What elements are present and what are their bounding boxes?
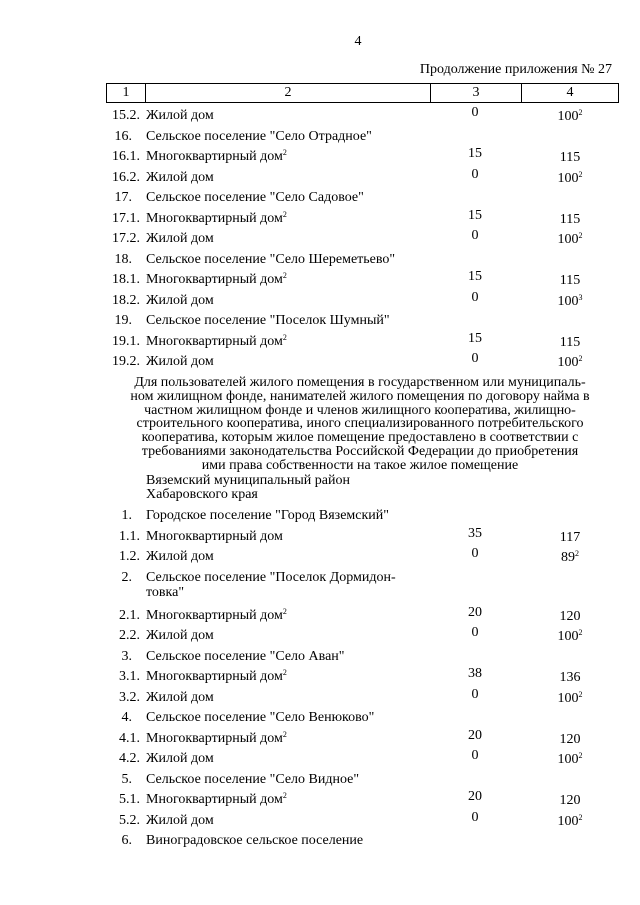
row-name: Жилой дом <box>146 689 214 705</box>
row-value-col3: 0 <box>471 228 479 243</box>
row-number: 3. <box>121 648 132 664</box>
row-name: Сельское поселение "Село Садовое" <box>146 190 364 205</box>
row-name: Многоквартирный дом <box>146 528 283 544</box>
row-value-col3: 0 <box>471 748 479 763</box>
row-value-col4: $100^3$ <box>557 292 583 309</box>
row-number: 17.2. <box>112 231 140 246</box>
row-number: 4.2. <box>119 751 140 766</box>
row-number: 1. <box>121 508 132 523</box>
row-value-col3: 38 <box>468 666 482 681</box>
section-row <box>0 770 640 791</box>
row-number: 5.2. <box>119 812 140 828</box>
row-name: Виноградовское сельское поселение <box>146 833 364 848</box>
row-name: Жилой дом <box>146 354 214 369</box>
row-number: 16.2. <box>112 169 140 185</box>
row-number: 1.2. <box>119 549 140 564</box>
row-name: Многоквартирный дом$^2$ <box>146 271 287 287</box>
row-name: Жилой дом <box>146 549 214 564</box>
row-name: Жилой дом <box>146 169 214 185</box>
section-row <box>0 568 640 606</box>
row-value-col3: 0 <box>471 625 479 640</box>
table-row <box>0 547 640 568</box>
row-value-col3: 0 <box>471 166 479 182</box>
row-name: Многоквартирный дом$^2$ <box>146 332 287 349</box>
table-row <box>0 688 640 709</box>
row-number: 15.2. <box>112 108 140 123</box>
note-paragraph <box>100 376 620 473</box>
row-value-col4: 120 <box>559 608 581 624</box>
continuation-label: Продолжение приложения № 27 <box>419 62 612 77</box>
footnote-mark: 2 <box>575 549 579 558</box>
table-row <box>0 729 640 750</box>
table-row <box>0 749 640 770</box>
table-row <box>0 147 640 168</box>
row-value-col3: 15 <box>468 146 482 161</box>
row-number: 18.2. <box>112 292 140 308</box>
section-row <box>0 831 640 852</box>
row-value-col4: 115 <box>559 334 581 350</box>
row-value-col3: 0 <box>471 809 479 825</box>
row-value-col3: 20 <box>468 789 482 804</box>
column-header-1: 1 <box>107 84 146 103</box>
table-row <box>0 332 640 353</box>
region-line: Хабаровского края <box>146 487 258 502</box>
table-row <box>0 352 640 373</box>
row-value-col4: $100^2$ <box>557 354 583 370</box>
footnote-mark: 2 <box>282 606 287 616</box>
row-name: Сельское поселение "Село Венюково" <box>146 710 375 725</box>
section-row <box>0 708 640 729</box>
paragraph-line: Для пользователей жилого помещения в государственном или муниципаль- <box>134 375 586 390</box>
section-row <box>0 647 640 668</box>
footnote-mark: 2 <box>578 812 583 822</box>
row-name: Жилой дом <box>146 108 214 123</box>
row-value-col4: $89^2$ <box>561 549 579 565</box>
row-value-col4: $100^2$ <box>557 169 583 186</box>
page-number: 4 <box>354 34 362 49</box>
table-row <box>0 168 640 189</box>
row-value-col4: 120 <box>559 731 581 747</box>
section-row <box>0 250 640 271</box>
table-row <box>0 606 640 627</box>
column-header-table <box>106 83 619 103</box>
footnote-mark: 2 <box>282 791 287 800</box>
row-value-col3: 20 <box>468 727 482 743</box>
table-row <box>0 811 640 832</box>
paragraph-line: требованиями законодательства Российской Федерации до приобретения <box>141 443 579 459</box>
table-row <box>0 790 640 811</box>
table-row <box>0 106 640 127</box>
row-name: Многоквартирный дом$^2$ <box>146 729 287 746</box>
paragraph-line: ном жилищном фонде, нанимателей жилого помещения по договору найма в <box>130 388 590 404</box>
column-header-2: 2 <box>146 84 431 103</box>
row-value-col3: 0 <box>471 546 479 561</box>
row-value-col4: 120 <box>559 793 581 808</box>
paragraph-line: строительного кооператива, иного специализированного потребительского <box>136 416 584 432</box>
table-row <box>0 291 640 312</box>
row-name: Многоквартирный дом$^2$ <box>146 148 287 164</box>
row-number: 17.1. <box>112 210 140 226</box>
footnote-mark: 2 <box>578 169 583 179</box>
row-name: Многоквартирный дом$^2$ <box>146 606 287 623</box>
footnote-mark: 2 <box>282 332 287 342</box>
row-value-col3: 0 <box>471 289 479 305</box>
row-name: Сельское поселение "Поселок Шумный" <box>146 313 390 328</box>
row-value-col3: 35 <box>468 525 482 541</box>
column-header-3: 3 <box>431 84 522 103</box>
row-number: 18.1. <box>112 272 140 287</box>
row-value-col3: 15 <box>468 207 482 223</box>
table-rows-top <box>0 106 640 373</box>
paragraph-line: ими права собственности на такое жилое помещение <box>201 457 519 473</box>
row-number: 18. <box>114 251 132 267</box>
row-number: 4. <box>121 710 132 725</box>
footnote-mark: 2 <box>578 108 583 117</box>
row-name: Сельское поселение "Село Аван" <box>146 648 345 664</box>
row-name: Сельское поселение "Село Шереметьево" <box>146 251 396 267</box>
section-row <box>0 188 640 209</box>
row-number: 4.1. <box>119 730 140 746</box>
paragraph-line: кооператива, которым жилое помещение предоставлено в соответствии с <box>141 430 579 446</box>
table-row <box>0 626 640 647</box>
row-name: Жилой дом <box>146 231 214 246</box>
row-number: 19.2. <box>112 354 140 369</box>
row-name: Жилой дом <box>146 628 214 643</box>
row-name: Сельское поселение "Поселок Дормидон- товка" <box>146 569 396 600</box>
table-row <box>0 667 640 688</box>
row-number: 2.2. <box>119 628 140 643</box>
row-name: Жилой дом <box>146 812 214 828</box>
row-number: 1.1. <box>119 528 140 544</box>
row-value-col3: 15 <box>468 330 482 346</box>
row-name: Многоквартирный дом$^2$ <box>146 791 287 807</box>
row-name: Сельское поселение "Село Видное" <box>146 771 360 787</box>
footnote-mark: 2 <box>282 668 287 677</box>
footnote-mark: 3 <box>578 292 583 302</box>
section-row <box>0 311 640 332</box>
row-value-col4: 115 <box>559 211 581 227</box>
row-number: 16. <box>114 128 132 144</box>
row-name: Многоквартирный дом$^2$ <box>146 668 287 684</box>
row-name: Городское поселение "Город Вяземский" <box>146 508 390 523</box>
row-value-col4: $100^2$ <box>557 231 583 247</box>
row-value-col4: 117 <box>559 529 581 545</box>
table-row <box>0 209 640 230</box>
row-number: 2.1. <box>119 607 140 623</box>
footnote-mark: 2 <box>578 231 583 240</box>
row-number: 19. <box>114 313 132 328</box>
row-number: 16.1. <box>112 149 140 164</box>
row-value-col3: 15 <box>468 269 482 284</box>
row-value-col4: $100^2$ <box>557 812 583 829</box>
row-number: 3.1. <box>119 669 140 684</box>
row-value-col4: $100^2$ <box>557 751 583 767</box>
row-value-col4: $100^2$ <box>557 628 583 644</box>
section-row <box>0 506 640 527</box>
footnote-mark: 2 <box>282 271 287 280</box>
table-row <box>0 229 640 250</box>
table-row <box>0 270 640 291</box>
row-value-col3: 0 <box>471 351 479 366</box>
row-number: 17. <box>114 190 132 205</box>
region-heading <box>146 474 350 502</box>
row-name: Жилой дом <box>146 751 214 766</box>
footnote-mark: 2 <box>282 729 287 739</box>
row-name: Сельское поселение "Село Отрадное" <box>146 128 372 144</box>
row-value-col4: $100^2$ <box>557 108 583 124</box>
row-number: 19.1. <box>112 333 140 349</box>
row-value-col3: 0 <box>471 686 479 702</box>
footnote-mark: 2 <box>578 354 583 363</box>
row-value-col3: 0 <box>471 105 479 120</box>
row-value-col4: 136 <box>559 670 581 685</box>
row-number: 5. <box>121 771 132 787</box>
column-header-4: 4 <box>522 84 619 103</box>
row-name: Жилой дом <box>146 292 214 308</box>
footnote-mark: 2 <box>282 209 287 219</box>
row-value-col4: $100^2$ <box>557 689 583 706</box>
paragraph-line: частном жилищном фонде и членов жилищного кооператива, жилищно- <box>144 402 576 418</box>
row-number: 3.2. <box>119 689 140 705</box>
footnote-mark: 2 <box>578 628 583 637</box>
region-line: Вяземский муниципальный район <box>146 473 350 488</box>
row-value-col4: 115 <box>559 273 581 288</box>
row-value-col4: 115 <box>559 150 581 165</box>
row-name: Многоквартирный дом$^2$ <box>146 209 287 226</box>
row-value-col3: 20 <box>468 604 482 620</box>
footnote-mark: 2 <box>578 751 583 760</box>
row-number: 2. <box>121 569 132 585</box>
row-number: 6. <box>121 833 132 848</box>
section-row <box>0 127 640 148</box>
table-row <box>0 527 640 548</box>
table-rows-bottom <box>0 506 640 852</box>
footnote-mark: 2 <box>578 689 583 699</box>
row-number: 5.1. <box>119 792 140 807</box>
footnote-mark: 2 <box>282 148 287 157</box>
